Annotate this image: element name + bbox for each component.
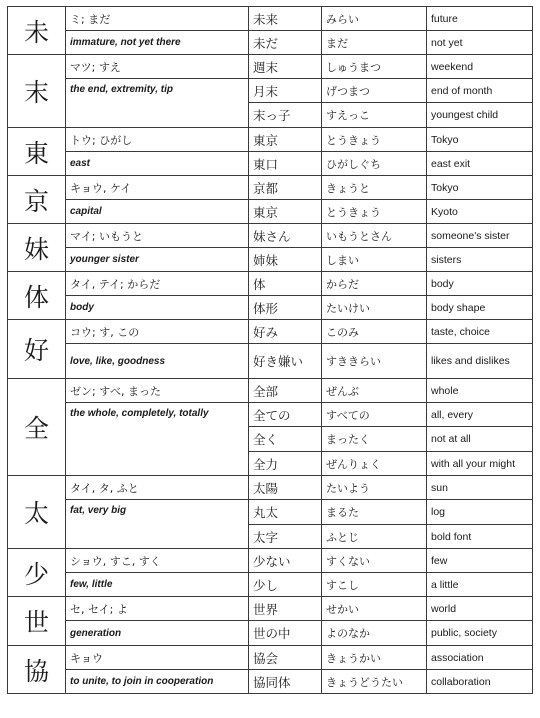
vocab-table-body: [8, 7, 533, 694]
vocab-row: [8, 200, 533, 224]
vocab-english: log: [427, 500, 533, 525]
vocab-english: weekend: [427, 55, 533, 79]
kanji-reading: ミ; まだ: [66, 7, 249, 31]
vocab-row: [8, 646, 533, 670]
vocab-kana: からだ: [322, 272, 427, 296]
vocab-kana: せかい: [322, 597, 427, 621]
vocab-word: 姉妹: [249, 248, 322, 272]
kanji-meaning: fat, very big: [66, 500, 249, 549]
kanji-reading: キョウ: [66, 646, 249, 670]
kanji-reading: コウ; す, この: [66, 320, 249, 344]
vocab-kana: ぜんりょく: [322, 452, 427, 476]
vocab-english: taste, choice: [427, 320, 533, 344]
vocab-word: 好み: [249, 320, 322, 344]
vocab-word: 協同体: [249, 670, 322, 694]
vocab-english: youngest child: [427, 103, 533, 128]
vocab-kana: ひがしぐち: [322, 152, 427, 176]
vocab-english: world: [427, 597, 533, 621]
vocab-word: 東京: [249, 128, 322, 152]
vocab-row: [8, 272, 533, 296]
kanji-cell: 体: [8, 272, 66, 320]
kanji-cell: 京: [8, 176, 66, 224]
kanji-cell: 妹: [8, 224, 66, 272]
vocab-row: [8, 7, 533, 31]
kanji-meaning: the end, extremity, tip: [66, 79, 249, 128]
vocab-row: [8, 320, 533, 344]
vocab-row: [8, 224, 533, 248]
vocab-kana: きょうどうたい: [322, 670, 427, 694]
vocab-word: 週末: [249, 55, 322, 79]
vocab-row: [8, 403, 533, 427]
vocab-english: whole: [427, 379, 533, 403]
vocab-english: a little: [427, 573, 533, 597]
vocab-english: Tokyo: [427, 176, 533, 200]
vocab-word: 少ない: [249, 549, 322, 573]
vocab-row: [8, 500, 533, 525]
vocab-row: [8, 344, 533, 379]
kanji-cell: 全: [8, 379, 66, 476]
kanji-cell: 協: [8, 646, 66, 694]
vocab-kana: とうきょう: [322, 128, 427, 152]
vocab-english: east exit: [427, 152, 533, 176]
vocab-row: [8, 597, 533, 621]
vocab-row: [8, 621, 533, 646]
kanji-meaning: few, little: [66, 573, 249, 597]
kanji-reading: マイ; いもうと: [66, 224, 249, 248]
kanji-reading: セ, セイ; よ: [66, 597, 249, 621]
vocab-row: [8, 152, 533, 176]
vocab-word: 体形: [249, 296, 322, 320]
vocab-word: 月末: [249, 79, 322, 103]
vocab-word: 体: [249, 272, 322, 296]
kanji-cell: 未: [8, 7, 66, 55]
vocab-english: body: [427, 272, 533, 296]
vocab-english: body shape: [427, 296, 533, 320]
vocab-word: 世の中: [249, 621, 322, 646]
vocab-english: Tokyo: [427, 128, 533, 152]
vocab-row: [8, 176, 533, 200]
kanji-meaning: immature, not yet there: [66, 31, 249, 55]
vocab-row: [8, 670, 533, 694]
vocab-row: [8, 248, 533, 272]
kanji-meaning: east: [66, 152, 249, 176]
kanji-meaning: capital: [66, 200, 249, 224]
vocab-kana: しゅうまつ: [322, 55, 427, 79]
vocab-word: 太陽: [249, 476, 322, 500]
vocab-row: [8, 128, 533, 152]
vocab-word: 好き嫌い: [249, 344, 322, 379]
kanji-reading: タイ, テイ; からだ: [66, 272, 249, 296]
vocab-english: bold font: [427, 525, 533, 549]
vocab-kana: すききらい: [322, 344, 427, 379]
kanji-meaning: generation: [66, 621, 249, 646]
vocab-kana: みらい: [322, 7, 427, 31]
vocab-row: [8, 296, 533, 320]
vocab-kana: きょうかい: [322, 646, 427, 670]
vocab-row: [8, 476, 533, 500]
vocab-kana: きょうと: [322, 176, 427, 200]
kanji-reading: ショウ, すこ, すく: [66, 549, 249, 573]
kanji-meaning: love, like, goodness: [66, 344, 249, 379]
vocab-kana: ふとじ: [322, 525, 427, 549]
vocab-english: association: [427, 646, 533, 670]
vocab-word: 末っ子: [249, 103, 322, 128]
vocab-word: 全部: [249, 379, 322, 403]
vocab-english: sisters: [427, 248, 533, 272]
vocab-english: sun: [427, 476, 533, 500]
kanji-reading: タイ, タ, ふと: [66, 476, 249, 500]
vocab-english: likes and dislikes: [427, 344, 533, 379]
kanji-cell: 世: [8, 597, 66, 646]
kanji-reading: トウ; ひがし: [66, 128, 249, 152]
vocab-row: [8, 379, 533, 403]
kanji-meaning: younger sister: [66, 248, 249, 272]
kanji-vocabulary-table: [7, 6, 533, 694]
vocab-word: 東口: [249, 152, 322, 176]
vocab-kana: よのなか: [322, 621, 427, 646]
kanji-meaning: body: [66, 296, 249, 320]
vocab-kana: すえっこ: [322, 103, 427, 128]
vocab-kana: たいよう: [322, 476, 427, 500]
kanji-meaning: to unite, to join in cooperation: [66, 670, 249, 694]
vocab-word: 太字: [249, 525, 322, 549]
vocab-word: 東京: [249, 200, 322, 224]
kanji-cell: 少: [8, 549, 66, 597]
vocab-english: end of month: [427, 79, 533, 103]
kanji-meaning: the whole, completely, totally: [66, 403, 249, 476]
vocab-kana: ぜんぶ: [322, 379, 427, 403]
vocab-english: future: [427, 7, 533, 31]
vocab-english: with all your might: [427, 452, 533, 476]
vocab-word: 全ての: [249, 403, 322, 427]
vocab-word: 丸太: [249, 500, 322, 525]
vocab-english: few: [427, 549, 533, 573]
kanji-cell: 好: [8, 320, 66, 379]
vocab-row: [8, 573, 533, 597]
vocab-word: 全力: [249, 452, 322, 476]
vocab-word: 少し: [249, 573, 322, 597]
vocab-kana: げつまつ: [322, 79, 427, 103]
vocab-english: someone's sister: [427, 224, 533, 248]
vocab-word: 京都: [249, 176, 322, 200]
kanji-reading: マツ; すえ: [66, 55, 249, 79]
vocab-word: 未だ: [249, 31, 322, 55]
vocab-kana: まるた: [322, 500, 427, 525]
vocab-word: 世界: [249, 597, 322, 621]
vocab-row: [8, 549, 533, 573]
vocab-row: [8, 31, 533, 55]
kanji-cell: 東: [8, 128, 66, 176]
vocab-english: Kyoto: [427, 200, 533, 224]
kanji-reading: ゼン; すべ, まった: [66, 379, 249, 403]
vocab-english: collaboration: [427, 670, 533, 694]
vocab-kana: たいけい: [322, 296, 427, 320]
vocab-kana: しまい: [322, 248, 427, 272]
vocab-kana: とうきょう: [322, 200, 427, 224]
vocab-word: 協会: [249, 646, 322, 670]
vocab-english: not yet: [427, 31, 533, 55]
vocab-kana: まだ: [322, 31, 427, 55]
vocab-row: [8, 55, 533, 79]
kanji-cell: 末: [8, 55, 66, 128]
vocab-kana: まったく: [322, 427, 427, 452]
vocab-kana: このみ: [322, 320, 427, 344]
vocab-row: [8, 79, 533, 103]
vocab-word: 未来: [249, 7, 322, 31]
kanji-reading: キョウ, ケイ: [66, 176, 249, 200]
vocab-kana: すべての: [322, 403, 427, 427]
vocab-english: all, every: [427, 403, 533, 427]
vocab-kana: すくない: [322, 549, 427, 573]
kanji-cell: 太: [8, 476, 66, 549]
vocab-kana: すこし: [322, 573, 427, 597]
vocab-english: not at all: [427, 427, 533, 452]
vocab-word: 妹さん: [249, 224, 322, 248]
vocab-english: public, society: [427, 621, 533, 646]
vocab-word: 全く: [249, 427, 322, 452]
vocab-kana: いもうとさん: [322, 224, 427, 248]
